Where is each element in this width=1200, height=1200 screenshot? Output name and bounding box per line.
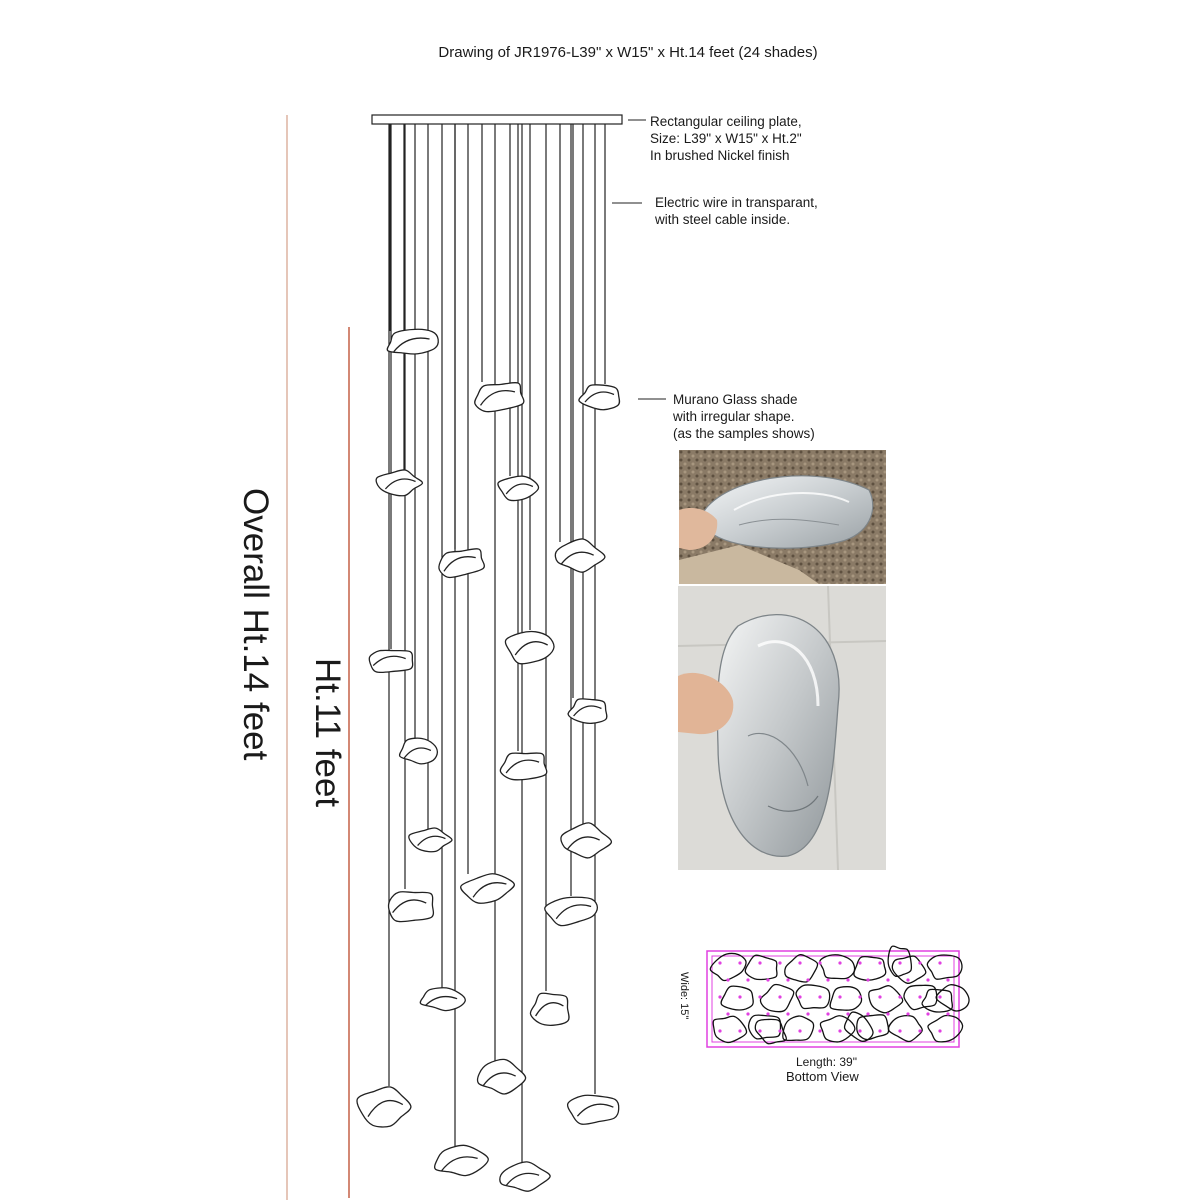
bottom-view-dot	[918, 961, 921, 964]
murano-glass-shade	[459, 871, 516, 906]
murano-glass-shade	[478, 1059, 526, 1094]
bottom-view-dot	[806, 978, 809, 981]
wires-group	[389, 124, 605, 1165]
bottom-view-dot	[866, 978, 869, 981]
bottom-view-dot	[738, 1029, 741, 1032]
bottom-view-dot	[946, 1012, 949, 1015]
bottom-view-dot	[898, 995, 901, 998]
bottom-view-dot	[786, 1012, 789, 1015]
bottom-view-length-label: Length: 39"	[796, 1055, 857, 1069]
bottom-view-dot	[938, 995, 941, 998]
murano-glass-shade	[436, 547, 485, 580]
murano-glass-shade	[420, 988, 465, 1011]
wire-line2: with steel cable inside.	[655, 212, 791, 227]
bottom-view-dot	[798, 995, 801, 998]
bottom-view-dot	[766, 1012, 769, 1015]
bottom-view-dot	[858, 961, 861, 964]
bottom-view-dot	[906, 1012, 909, 1015]
wire-line1: Electric wire in transparant,	[655, 195, 818, 210]
bottom-view-dot	[918, 1029, 921, 1032]
bottom-view-dot	[798, 961, 801, 964]
sample-photo-2	[678, 586, 886, 870]
bottom-view-shade	[750, 1012, 792, 1049]
bottom-view-shade	[748, 1014, 781, 1040]
bottom-view-dot	[738, 961, 741, 964]
bottom-view-dot	[898, 1029, 901, 1032]
bottom-view-shade	[927, 954, 962, 979]
bottom-view-dot	[738, 995, 741, 998]
bottom-view-dot	[766, 978, 769, 981]
shade-line3: (as the samples shows)	[673, 426, 815, 441]
bottom-view-dot	[938, 961, 941, 964]
bottom-view-dot	[838, 1029, 841, 1032]
bottom-view-width-label: Wide: 15"	[678, 972, 690, 1020]
wire-label	[655, 194, 818, 228]
bottom-view-shade	[709, 1012, 749, 1047]
bottom-view-dot	[898, 961, 901, 964]
murano-glass-shade	[389, 892, 434, 922]
bottom-view-shade	[852, 954, 887, 982]
bottom-view-dot	[906, 978, 909, 981]
bottom-view-dot	[718, 961, 721, 964]
bottom-view-inner	[712, 956, 954, 1042]
ceiling-plate	[372, 115, 622, 124]
murano-glass-shade	[568, 1095, 619, 1124]
bottom-view-dot	[726, 1012, 729, 1015]
bottom-view-dot	[818, 995, 821, 998]
ceiling-plate-line3: In brushed Nickel finish	[650, 148, 790, 163]
murano-glass-shade	[473, 380, 525, 414]
bottom-view-dot	[838, 961, 841, 964]
bottom-view-dot	[818, 961, 821, 964]
bottom-view-dot	[826, 1012, 829, 1015]
bottom-view-dot	[778, 961, 781, 964]
bottom-view-dot	[858, 1029, 861, 1032]
bottom-view-shade	[887, 1013, 924, 1044]
murano-glass-shade	[579, 385, 620, 410]
bottom-view-shade	[757, 979, 799, 1017]
murano-glass-shade	[498, 476, 539, 500]
bottom-view-dot	[778, 1029, 781, 1032]
bottom-view-shade	[745, 955, 778, 981]
bottom-view-dot	[746, 978, 749, 981]
murano-glass-shade	[409, 828, 452, 852]
bottom-view-dot	[926, 978, 929, 981]
bottom-view-dot	[786, 978, 789, 981]
bottom-view-dot	[866, 1012, 869, 1015]
murano-glass-shade	[433, 1143, 490, 1179]
bottom-view-caption: Bottom View	[786, 1069, 859, 1084]
murano-glass-shade	[385, 326, 440, 358]
bottom-view-dot	[758, 995, 761, 998]
bottom-view-dot	[878, 961, 881, 964]
bottom-view-shade	[854, 1011, 890, 1042]
murano-glass-shade	[555, 539, 605, 572]
shade-line1: Murano Glass shade	[673, 392, 798, 407]
murano-glass-shade	[561, 823, 611, 858]
murano-glass-shade	[357, 1087, 411, 1127]
murano-glass-shade	[499, 1160, 551, 1193]
bottom-view-shade	[819, 1015, 855, 1043]
bottom-view-dot	[806, 1012, 809, 1015]
murano-glass-shade	[369, 650, 412, 672]
murano-glass-shade	[568, 699, 607, 724]
bottom-view-shade	[818, 952, 857, 982]
shade-label	[673, 391, 815, 442]
ceiling-plate-label	[650, 113, 802, 164]
bottom-view-dot	[818, 1029, 821, 1032]
drawing-title: Drawing of JR1976-L39" x W15" x Ht.14 feet (24 shades)	[438, 44, 818, 61]
bottom-view-dot	[858, 995, 861, 998]
bottom-view-dot	[758, 961, 761, 964]
shade-line2: with irregular shape.	[673, 409, 795, 424]
bottom-view-dot	[846, 1012, 849, 1015]
murano-glass-shade	[544, 895, 599, 928]
murano-glass-shade	[499, 751, 547, 781]
murano-glass-shade	[530, 993, 569, 1025]
ceiling-plate-line1: Rectangular ceiling plate,	[650, 114, 802, 129]
bottom-view-shade	[720, 985, 753, 1011]
bottom-view-shade	[866, 983, 904, 1015]
bottom-view-dot	[718, 995, 721, 998]
bottom-view-dot	[726, 978, 729, 981]
murano-glass-shade	[505, 632, 554, 664]
bottom-view-dot	[778, 995, 781, 998]
bottom-view-dot	[718, 1029, 721, 1032]
bottom-view	[707, 942, 972, 1049]
bottom-view-dot	[846, 978, 849, 981]
bottom-view-dot	[746, 1012, 749, 1015]
bottom-view-dot	[878, 995, 881, 998]
bottom-view-dot	[918, 995, 921, 998]
ceiling-plate-line2: Size: L39" x W15" x Ht.2"	[650, 131, 802, 146]
bottom-view-dot	[886, 1012, 889, 1015]
bottom-view-shade	[889, 951, 929, 987]
shades-group	[357, 326, 620, 1193]
bottom-view-dot	[938, 1029, 941, 1032]
sample-photo-1	[679, 450, 886, 584]
drop-height-label: Ht.11 feet	[308, 658, 347, 808]
bottom-view-dot	[878, 1029, 881, 1032]
bottom-view-dot	[758, 1029, 761, 1032]
overall-height-label: Overall Ht.14 feet	[236, 488, 275, 761]
bottom-view-dot	[826, 978, 829, 981]
bottom-view-dot	[798, 1029, 801, 1032]
bottom-view-dot	[946, 978, 949, 981]
bottom-view-dot	[838, 995, 841, 998]
bottom-view-shade	[826, 983, 863, 1015]
bottom-view-shade	[884, 942, 914, 978]
bottom-view-dot	[886, 978, 889, 981]
bottom-view-dot	[926, 1012, 929, 1015]
bottom-view-shade	[839, 1008, 876, 1047]
